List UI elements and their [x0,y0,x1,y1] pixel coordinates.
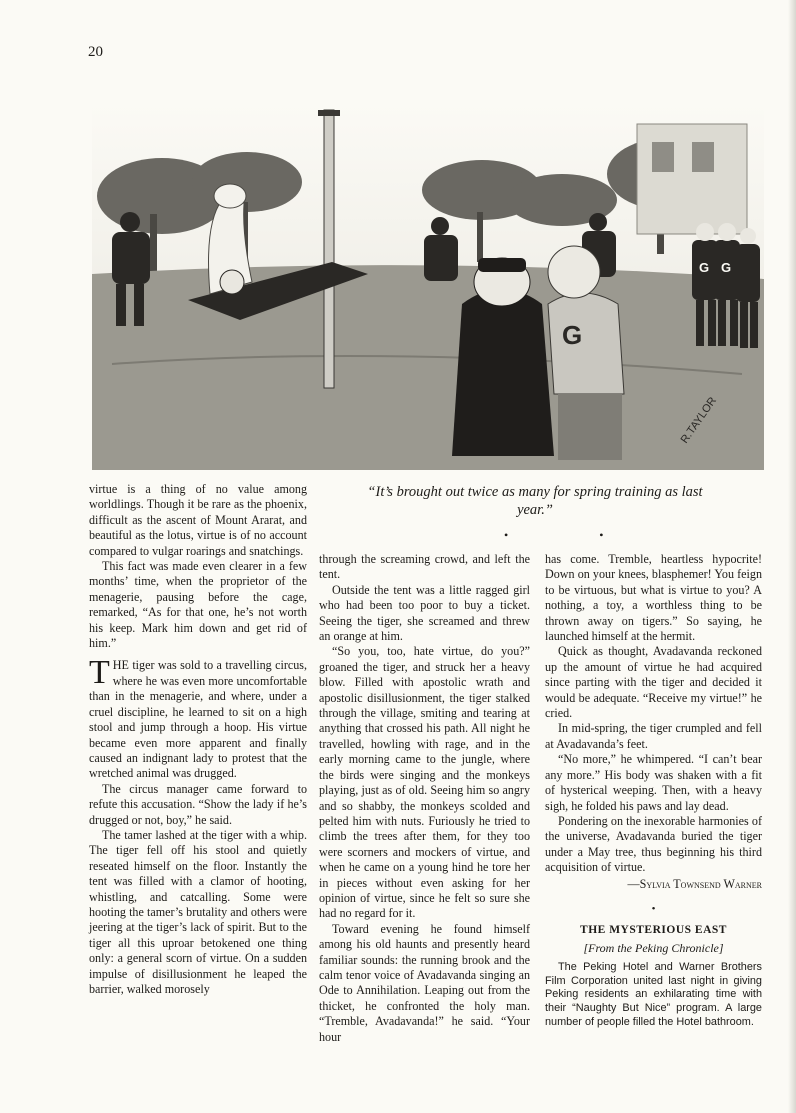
paragraph: virtue is a thing of no value among worldlings. Though it be rare as the phoenix, difficult as the ascent of Mount Ararat, and beautiful as the lotus, virtue is of no account compared to vulgar roarings and snatchings. [89,482,307,558]
building [637,124,747,234]
section-bullet: • [651,902,656,915]
paragraph: In mid-spring, the tiger crumpled and fell at Avadavanda’s feet. [545,721,762,751]
paragraph: The tamer lashed at the tiger with a whip. The tiger fell off his stool and quietly reseated himself on the floor. Instantly the tent was filled with a clamor of hooting, whistling, and catcalling. Some were hooting the tamer’s brutality and others were jeering at the tiger’s lack of spirit. But to the tiger all this uproar betokened one thing only: a general scorn of virtue. On a sudden impulse of disillusionment he leaped the barrier, walked morosely [89,827,307,996]
section-heading: THE MYSTERIOUS EAST [580,924,727,937]
text-column-3 [545,552,762,1029]
cartoon-caption: “It’s brought out twice as many for spring training as last year.” [367,484,703,518]
text-column-2 [319,552,530,1045]
paragraph: Toward evening he found himself among his old haunts and presently heard familiar sounds: the running brook and the calm tenor voice of Avadavanda singing an Ode to Annihilation. Leaping out from the thicket, he confronted the holy man. “Tremble, Avadavanda!” he said. “Your hour [319,921,530,1044]
paragraph: “No more,” he whimpered. “I can’t bear any more.” His body was shaken with a fit of hysterical weeping. Then, with a heavy sigh, he folded his paws and lay dead. [545,752,762,813]
paragraph: Pondering on the inexorable harmonies of the universe, Avadavanda buried the tiger under a May tree, thus beginning his third acquisition of virtue. [545,813,762,875]
news-item: The Peking Hotel and Warner Brothers Film Corporation united last night in giving Peking residents an exhilarating time with their “Naughty But Nice” program. A large number of people filled the Hotel bathroom. [545,961,762,1028]
paragraph: has come. Tremble, heartless hypocrite! Down on your knees, blasphemer! You feign to be virtuous, but what is virtue to you? A nothing, a toy, a worthless thing to be thrown away on tigers.” So saying, he launched himself at the hermit. [545,552,762,644]
paragraph: Quick as thought, Avadavanda reckoned up the amount of virtue he had acquired since parting with the tiger and decided it would be adequate. “Receive my virtue!” he cried. [545,644,762,721]
separator-dots: • • [504,528,648,542]
paragraph: This fact was made even clearer in a few months’ time, when the proprietor of the menagerie, pausing before the cage, remarked, “As for that one, he’s not worth his keep. Mark him down and get rid of him.” [89,559,307,651]
cartoon-illustration [92,104,764,470]
drop-cap: T [89,654,110,692]
paragraph: “So you, too, hate virtue, do you?” groaned the tiger, and struck her a heavy blow. Filled with apostolic wrath and apostolic disillusionment, the tiger stalked through the village, smiting and tearing at anything that crossed his path. All night he travelled, howling with rage, and in the early morning came to the jungle, where the birds were singing and the monkeys playing, just as of old. Seeing him so angry and so shabby, the monkeys scolded and pelted him with nuts. Furiously he tried to climb the trees after them, for they too were scorners and mockers of virtue, and when he came on a young hind he tore her in pieces without even asking for her opinion of virtue, since he felt so sure she had no regard for it. [319,644,530,921]
page-number: 20 [88,44,103,60]
paragraph-text: HE tiger was sold to a travelling circus, where he was even more uncomfortable than in the menagerie, and where, under a cruel discipline, he learned to sit on a high stool and jump through a hoop. His virtue became even more apparent and finally caused an indignant lady to protest that the wretched animal was drugged. [89,658,307,781]
paragraph: through the screaming crowd, and left the tent. [319,552,530,582]
paragraph-dropcap [89,654,307,781]
jersey-letter: G [721,260,732,275]
text-column-1 [89,482,307,997]
paragraph: The circus manager came forward to refute this accusation. “Show the lady if he’s drugged or not, boy,” he said. [89,781,307,827]
jersey-letter: G [562,320,583,350]
jersey-letter: G [699,260,710,275]
vault-pole [324,110,334,388]
paragraph: Outside the tent was a little ragged girl who had been too poor to buy a ticket. Seeing the tiger, she screamed and threw an orange at him. [319,582,530,644]
section-source: [From the Peking Chronicle] [583,940,724,955]
author-signature: —Sylvia Townsend Warner [627,876,762,891]
cartoon-signature: R.TAYLOR [678,395,720,446]
page-edge-shadow [788,0,796,1113]
